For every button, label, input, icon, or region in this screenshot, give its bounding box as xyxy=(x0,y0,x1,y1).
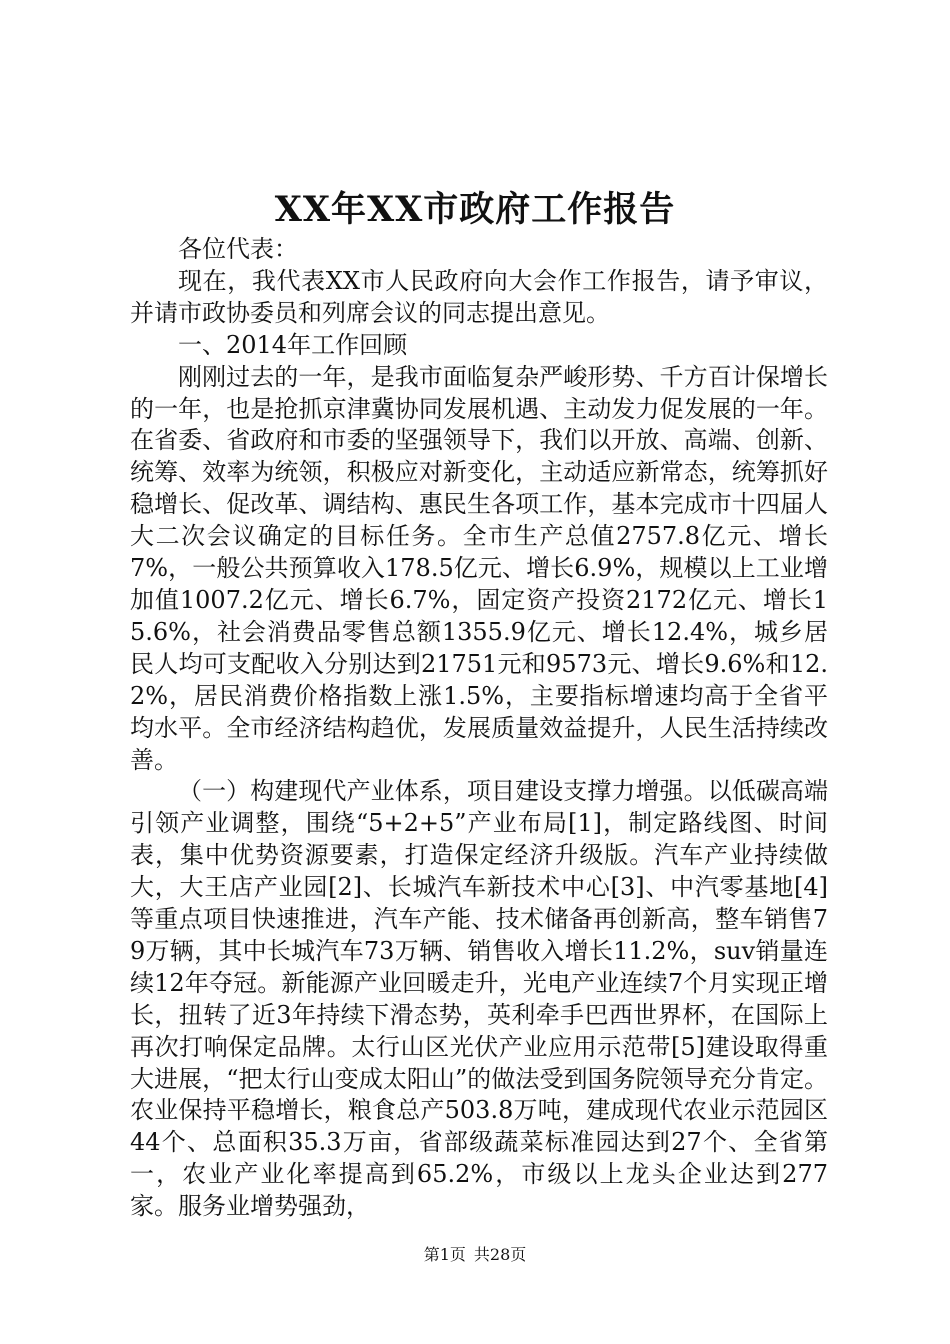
document-title: XX年XX市政府工作报告 xyxy=(274,189,676,230)
industry-paragraph: （一）构建现代产业体系，项目建设支撑力增强。以低碳高端引领产业调整，围绕“5+2+5”产业布局[1]，制定路线图、时间表，集中优势资源要素，打造保定经济升级版。汽车产业持续做大，大王店产业园[2]、长城汽车新技术中心[3]、中汽零基地[4]等重点项目快速推进，汽车产能、技术储备再创新高，整车销售79万辆，其中长城汽车73万辆、销售收入增长11.2%，suv销量连续12年夺冠。新能源产业回暖走升，光电产业连续7个月实现正增长，扭转了近3年持续下滑态势，英利牵手巴西世界杯，在国际上再次打响保定品牌。太行山区光伏产业应用示范带[5]建设取得重大进展，“把太行山变成太阳山”的做法受到国务院领导充分肯定。农业保持平稳增长，粮食总产503.8万吨，建成现代农业示范园区44个、总面积35.3万亩，省部级蔬菜标准园达到27个、全省第一，农业产业化率提高到65.2%，市级以上龙头企业达到277家。服务业增势强劲， xyxy=(130,777,828,1221)
page-total: 共28页 xyxy=(473,1245,527,1264)
salutation-paragraph: 各位代表： xyxy=(178,235,298,263)
intro-paragraph: 现在，我代表XX市人民政府向大会作工作报告，请予审议，并请市政协委员和列席会议的同志提出意见。 xyxy=(130,266,828,327)
page-footer xyxy=(0,1244,950,1266)
document-body xyxy=(130,234,828,1223)
page-number: 第1页 xyxy=(423,1245,466,1264)
review-paragraph: 刚刚过去的一年，是我市面临复杂严峻形势、千方百计保增长的一年，也是抢抓京津冀协同发展机遇、主动发力促发展的一年。在省委、省政府和市委的坚强领导下，我们以开放、高端、创新、统筹、效率为统领，积极应对新变化，主动适应新常态，统筹抓好稳增长、促改革、调结构、惠民生各项工作，基本完成市十四届人大二次会议确定的目标任务。全市生产总值2757.8亿元、增长7%，一般公共预算收入178.5亿元、增长6.9%，规模以上工业增加值1007.2亿元、增长6.7%，固定资产投资2172亿元、增长15.6%，社会消费品零售总额1355.9亿元、增长12.4%，城乡居民人均可支配收入分别达到21751元和9573元、增长9.6%和12.2%，居民消费价格指数上涨1.5%，主要指标增速均高于全省平均水平。全市经济结构趋优，发展质量效益提升，人民生活持续改善。 xyxy=(130,362,828,774)
section-heading: 一、2014年工作回顾 xyxy=(178,330,408,359)
